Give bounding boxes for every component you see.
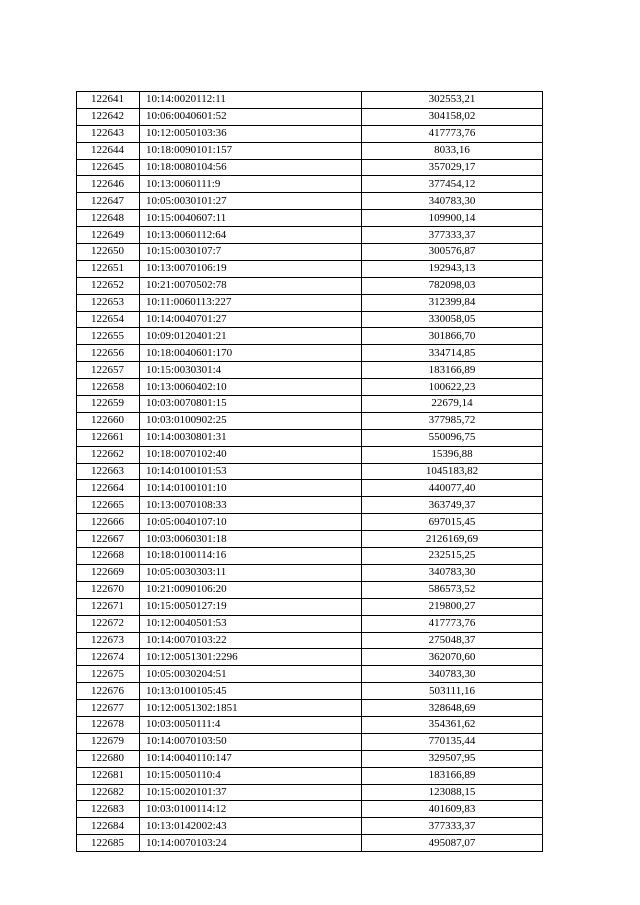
amount-cell: 2126169,69 — [362, 531, 543, 548]
cadastral-code-cell: 10:18:0040601:170 — [140, 345, 362, 362]
cadastral-code-cell: 10:14:0040110:147 — [140, 750, 362, 767]
cadastral-code-cell: 10:12:0050103:36 — [140, 125, 362, 142]
amount-cell: 300576,87 — [362, 244, 543, 261]
cadastral-code-cell: 10:03:0070801:15 — [140, 396, 362, 413]
row-id-cell: 122665 — [77, 497, 140, 514]
table-row — [77, 159, 543, 176]
amount-cell: 377333,37 — [362, 818, 543, 835]
cadastral-code-cell: 10:13:0060112:64 — [140, 227, 362, 244]
row-id-cell: 122677 — [77, 700, 140, 717]
amount-cell: 232515,25 — [362, 548, 543, 565]
row-id-cell: 122670 — [77, 581, 140, 598]
cadastral-code-cell: 10:09:0120401:21 — [140, 328, 362, 345]
row-id-cell: 122667 — [77, 531, 140, 548]
table-row — [77, 835, 543, 852]
row-id-cell: 122683 — [77, 801, 140, 818]
amount-cell: 312399,84 — [362, 294, 543, 311]
table-row — [77, 429, 543, 446]
row-id-cell: 122660 — [77, 412, 140, 429]
row-id-cell: 122663 — [77, 463, 140, 480]
table-row — [77, 564, 543, 581]
table-row — [77, 733, 543, 750]
table-row — [77, 142, 543, 159]
amount-cell: 362070,60 — [362, 649, 543, 666]
row-id-cell: 122643 — [77, 125, 140, 142]
row-id-cell: 122656 — [77, 345, 140, 362]
cadastral-code-cell: 10:13:0100105:45 — [140, 683, 362, 700]
cadastral-code-cell: 10:14:0040701:27 — [140, 311, 362, 328]
row-id-cell: 122676 — [77, 683, 140, 700]
row-id-cell: 122680 — [77, 750, 140, 767]
table-row — [77, 92, 543, 109]
row-id-cell: 122641 — [77, 92, 140, 109]
amount-cell: 219800,27 — [362, 598, 543, 615]
cadastral-code-cell: 10:13:0060111:9 — [140, 176, 362, 193]
cadastral-code-cell: 10:18:0100114:16 — [140, 548, 362, 565]
row-id-cell: 122652 — [77, 277, 140, 294]
cadastral-code-cell: 10:03:0100902:25 — [140, 412, 362, 429]
table-row — [77, 700, 543, 717]
row-id-cell: 122661 — [77, 429, 140, 446]
table-row — [77, 345, 543, 362]
amount-cell: 770135,44 — [362, 733, 543, 750]
cadastral-code-cell: 10:11:0060113:227 — [140, 294, 362, 311]
amount-cell: 330058,05 — [362, 311, 543, 328]
row-id-cell: 122651 — [77, 260, 140, 277]
row-id-cell: 122650 — [77, 244, 140, 261]
amount-cell: 377985,72 — [362, 412, 543, 429]
row-id-cell: 122644 — [77, 142, 140, 159]
cadastral-code-cell: 10:18:0090101:157 — [140, 142, 362, 159]
amount-cell: 15396,88 — [362, 446, 543, 463]
cadastral-code-cell: 10:14:0020112:11 — [140, 92, 362, 109]
amount-cell: 192943,13 — [362, 260, 543, 277]
table-row — [77, 379, 543, 396]
table-row — [77, 396, 543, 413]
cadastral-code-cell: 10:05:0040107:10 — [140, 514, 362, 531]
row-id-cell: 122685 — [77, 835, 140, 852]
cadastral-code-cell: 10:03:0050111:4 — [140, 716, 362, 733]
table-row — [77, 294, 543, 311]
row-id-cell: 122662 — [77, 446, 140, 463]
cadastral-code-cell: 10:05:0030101:27 — [140, 193, 362, 210]
amount-cell: 123088,15 — [362, 784, 543, 801]
amount-cell: 100622,23 — [362, 379, 543, 396]
amount-cell: 377333,37 — [362, 227, 543, 244]
table-row — [77, 446, 543, 463]
cadastral-code-cell: 10:14:0100101:10 — [140, 480, 362, 497]
table-row — [77, 328, 543, 345]
table-row — [77, 784, 543, 801]
row-id-cell: 122684 — [77, 818, 140, 835]
amount-cell: 440077,40 — [362, 480, 543, 497]
row-id-cell: 122671 — [77, 598, 140, 615]
row-id-cell: 122664 — [77, 480, 140, 497]
cadastral-code-cell: 10:14:0070103:24 — [140, 835, 362, 852]
table-row — [77, 244, 543, 261]
cadastral-code-cell: 10:12:0051301:2296 — [140, 649, 362, 666]
cadastral-code-cell: 10:14:0070103:50 — [140, 733, 362, 750]
amount-cell: 1045183,82 — [362, 463, 543, 480]
amount-cell: 334714,85 — [362, 345, 543, 362]
cadastral-code-cell: 10:21:0090106:20 — [140, 581, 362, 598]
row-id-cell: 122675 — [77, 666, 140, 683]
table-row — [77, 801, 543, 818]
cadastral-code-cell: 10:15:0050110:4 — [140, 767, 362, 784]
amount-cell: 340783,30 — [362, 193, 543, 210]
cadastral-code-cell: 10:13:0142002:43 — [140, 818, 362, 835]
amount-cell: 304158,02 — [362, 108, 543, 125]
table-row — [77, 497, 543, 514]
cadastral-code-cell: 10:03:0100114:12 — [140, 801, 362, 818]
amount-cell: 363749,37 — [362, 497, 543, 514]
row-id-cell: 122668 — [77, 548, 140, 565]
table-row — [77, 277, 543, 294]
cadastral-code-cell: 10:15:0040607:11 — [140, 210, 362, 227]
cadastral-code-cell: 10:14:0100101:53 — [140, 463, 362, 480]
row-id-cell: 122669 — [77, 564, 140, 581]
row-id-cell: 122659 — [77, 396, 140, 413]
table-row — [77, 818, 543, 835]
cadastral-code-cell: 10:15:0030107:7 — [140, 244, 362, 261]
table-row — [77, 260, 543, 277]
table-row — [77, 666, 543, 683]
table-row — [77, 176, 543, 193]
row-id-cell: 122673 — [77, 632, 140, 649]
amount-cell: 697015,45 — [362, 514, 543, 531]
row-id-cell: 122666 — [77, 514, 140, 531]
row-id-cell: 122645 — [77, 159, 140, 176]
data-table — [76, 91, 543, 852]
row-id-cell: 122646 — [77, 176, 140, 193]
table-row — [77, 683, 543, 700]
table-row — [77, 108, 543, 125]
amount-cell: 782098,03 — [362, 277, 543, 294]
table-row — [77, 548, 543, 565]
row-id-cell: 122648 — [77, 210, 140, 227]
cadastral-code-cell: 10:15:0050127:19 — [140, 598, 362, 615]
table-row — [77, 125, 543, 142]
amount-cell: 401609,83 — [362, 801, 543, 818]
amount-cell: 302553,21 — [362, 92, 543, 109]
table-row — [77, 193, 543, 210]
amount-cell: 301866,70 — [362, 328, 543, 345]
amount-cell: 109900,14 — [362, 210, 543, 227]
row-id-cell: 122654 — [77, 311, 140, 328]
amount-cell: 340783,30 — [362, 564, 543, 581]
cadastral-code-cell: 10:06:0040601:52 — [140, 108, 362, 125]
cadastral-code-cell: 10:05:0030204:51 — [140, 666, 362, 683]
cadastral-code-cell: 10:12:0040501:53 — [140, 615, 362, 632]
cadastral-code-cell: 10:15:0020101:37 — [140, 784, 362, 801]
amount-cell: 495087,07 — [362, 835, 543, 852]
row-id-cell: 122642 — [77, 108, 140, 125]
row-id-cell: 122658 — [77, 379, 140, 396]
cadastral-code-cell: 10:05:0030303:11 — [140, 564, 362, 581]
row-id-cell: 122674 — [77, 649, 140, 666]
table-row — [77, 362, 543, 379]
amount-cell: 586573,52 — [362, 581, 543, 598]
table-row — [77, 750, 543, 767]
row-id-cell: 122678 — [77, 716, 140, 733]
amount-cell: 357029,17 — [362, 159, 543, 176]
row-id-cell: 122679 — [77, 733, 140, 750]
table-row — [77, 480, 543, 497]
table-row — [77, 598, 543, 615]
amount-cell: 503111,16 — [362, 683, 543, 700]
table-row — [77, 227, 543, 244]
amount-cell: 550096,75 — [362, 429, 543, 446]
cadastral-code-cell: 10:15:0030301:4 — [140, 362, 362, 379]
table-row — [77, 581, 543, 598]
row-id-cell: 122649 — [77, 227, 140, 244]
amount-cell: 340783,30 — [362, 666, 543, 683]
cadastral-code-cell: 10:13:0070108:33 — [140, 497, 362, 514]
amount-cell: 328648,69 — [362, 700, 543, 717]
row-id-cell: 122655 — [77, 328, 140, 345]
amount-cell: 183166,89 — [362, 767, 543, 784]
row-id-cell: 122653 — [77, 294, 140, 311]
table-row — [77, 767, 543, 784]
amount-cell: 275048,37 — [362, 632, 543, 649]
amount-cell: 329507,95 — [362, 750, 543, 767]
amount-cell: 354361,62 — [362, 716, 543, 733]
cadastral-code-cell: 10:13:0060402:10 — [140, 379, 362, 396]
cadastral-code-cell: 10:18:0080104:56 — [140, 159, 362, 176]
table-row — [77, 632, 543, 649]
row-id-cell: 122681 — [77, 767, 140, 784]
table-row — [77, 649, 543, 666]
row-id-cell: 122657 — [77, 362, 140, 379]
table-row — [77, 531, 543, 548]
amount-cell: 183166,89 — [362, 362, 543, 379]
cadastral-code-cell: 10:12:0051302:1851 — [140, 700, 362, 717]
cadastral-code-cell: 10:14:0030801:31 — [140, 429, 362, 446]
table-row — [77, 514, 543, 531]
amount-cell: 22679,14 — [362, 396, 543, 413]
table-row — [77, 412, 543, 429]
amount-cell: 377454,12 — [362, 176, 543, 193]
amount-cell: 417773,76 — [362, 615, 543, 632]
table-row — [77, 463, 543, 480]
table-row — [77, 311, 543, 328]
row-id-cell: 122682 — [77, 784, 140, 801]
cadastral-code-cell: 10:03:0060301:18 — [140, 531, 362, 548]
table-row — [77, 615, 543, 632]
amount-cell: 417773,76 — [362, 125, 543, 142]
cadastral-code-cell: 10:18:0070102:40 — [140, 446, 362, 463]
row-id-cell: 122647 — [77, 193, 140, 210]
cadastral-code-cell: 10:13:0070106:19 — [140, 260, 362, 277]
amount-cell: 8033,16 — [362, 142, 543, 159]
cadastral-code-cell: 10:14:0070103:22 — [140, 632, 362, 649]
row-id-cell: 122672 — [77, 615, 140, 632]
table-row — [77, 210, 543, 227]
table-row — [77, 716, 543, 733]
cadastral-code-cell: 10:21:0070502:78 — [140, 277, 362, 294]
table-body — [77, 92, 543, 852]
